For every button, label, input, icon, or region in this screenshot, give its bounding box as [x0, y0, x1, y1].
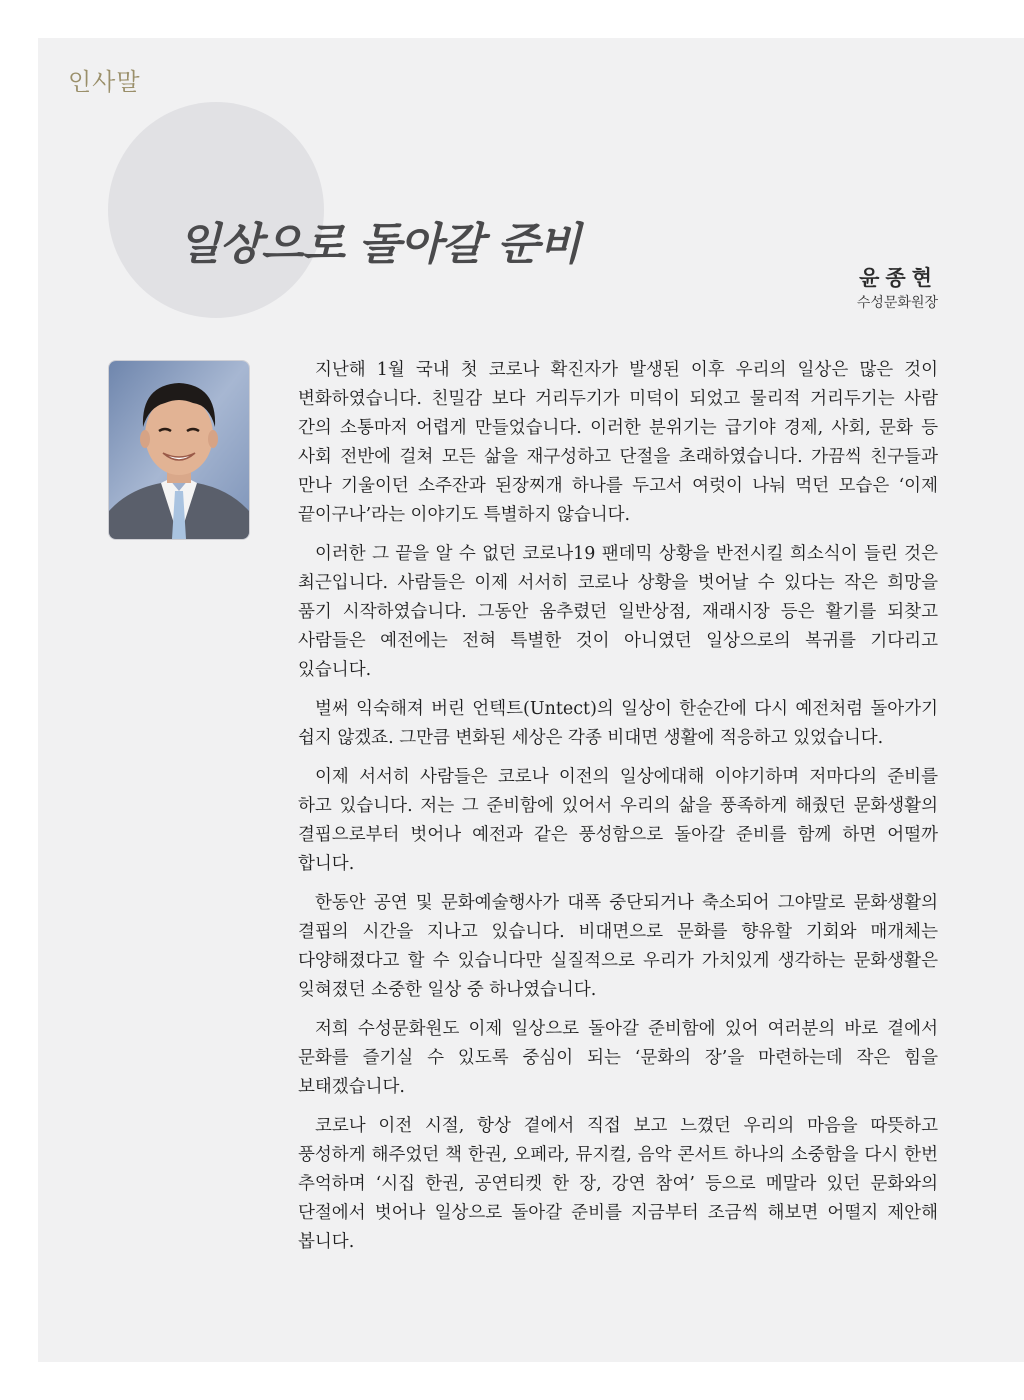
letter-body — [298, 356, 938, 1267]
body-paragraph: 코로나 이전 시절, 항상 곁에서 직접 보고 느꼈던 우리의 마음을 따뜻하고 풍성하게 해주었던 책 한권, 오페라, 뮤지컬, 음악 콘서트 하나의 소중함을 다시 한번 추억하며 ‘시집 한권, 공연티켓 한 장, 강연 참여’ 등으로 메말라 있던 문화와의 단절에서 벗어나 일상으로 돌아갈 준비를 지금부터 조금씩 해보면 어떨지 제안해 봅니다. — [298, 1116, 938, 1252]
body-paragraph: 저희 수성문화원도 이제 일상으로 돌아갈 준비함에 있어 여러분의 바로 곁에서 문화를 즐기실 수 있도록 중심이 되는 ‘문화의 장’을 마련하는데 작은 힘을 보태겠습니다. — [298, 1019, 938, 1097]
author-role: 수성문화원장 — [856, 295, 938, 311]
document-page — [38, 38, 1024, 1362]
section-label: 인사말 — [68, 68, 141, 96]
author-name: 윤종현 — [859, 265, 938, 290]
body-paragraph: 한동안 공연 및 문화예술행사가 대폭 중단되거나 축소되어 그야말로 문화생활의 결핍의 시간을 지나고 있습니다. 비대면으로 문화를 향유할 기회와 매개체는 다양해졌다고 할 수 있습니다만 실질적으로 우리가 가치있게 생각하는 문화생활은 잊혀졌던 소중한 일상 중 하나였습니다. — [298, 893, 938, 1000]
body-paragraph: 지난해 1월 국내 첫 코로나 확진자가 발생된 이후 우리의 일상은 많은 것이 변화하였습니다. 친밀감 보다 거리두기가 미덕이 되었고 물리적 거리두기는 사람 간의 소통마저 어렵게 만들었습니다. 이러한 분위기는 급기야 경제, 사회, 문화 등 사회 전반에 걸쳐 모든 삶을 재구성하고 단절을 초래하였습니다. 가끔씩 친구들과 만나 기울이던 소주잔과 된장찌개 하나를 두고서 여럿이 나눠 먹던 모습은 ‘이제 끝이구나’라는 이야기도 특별하지 않습니다. — [298, 360, 938, 525]
body-paragraph: 벌써 익숙해져 버린 언텍트(Untect)의 일상이 한순간에 다시 예전처럼 돌아가기 쉽지 않겠죠. 그만큼 변화된 세상은 각종 비대면 생활에 적응하고 있었습니다. — [298, 699, 938, 748]
body-paragraph: 이러한 그 끝을 알 수 없던 코로나19 팬데믹 상황을 반전시킬 희소식이 들린 것은 최근입니다. 사람들은 이제 서서히 코로나 상황을 벗어날 수 있다는 작은 희망을 품기 시작하였습니다. 그동안 움추렸던 일반상점, 재래시장 등은 활기를 되찾고 사람들은 예전에는 전혀 특별한 것이 아니였던 일상으로의 복귀를 기다리고 있습니다. — [298, 544, 938, 680]
author-portrait — [108, 360, 250, 540]
page-title: 일상으로 돌아갈 준비 — [178, 219, 581, 270]
body-paragraph: 이제 서서히 사람들은 코로나 이전의 일상에대해 이야기하며 저마다의 준비를 하고 있습니다. 저는 그 준비함에 있어서 우리의 삶을 풍족하게 해줬던 문화생활의 결핍으로부터 벗어나 예전과 같은 풍성함으로 돌아갈 준비를 함께 하면 어떨까 합니다. — [298, 767, 938, 874]
person-portrait-icon — [109, 361, 249, 539]
